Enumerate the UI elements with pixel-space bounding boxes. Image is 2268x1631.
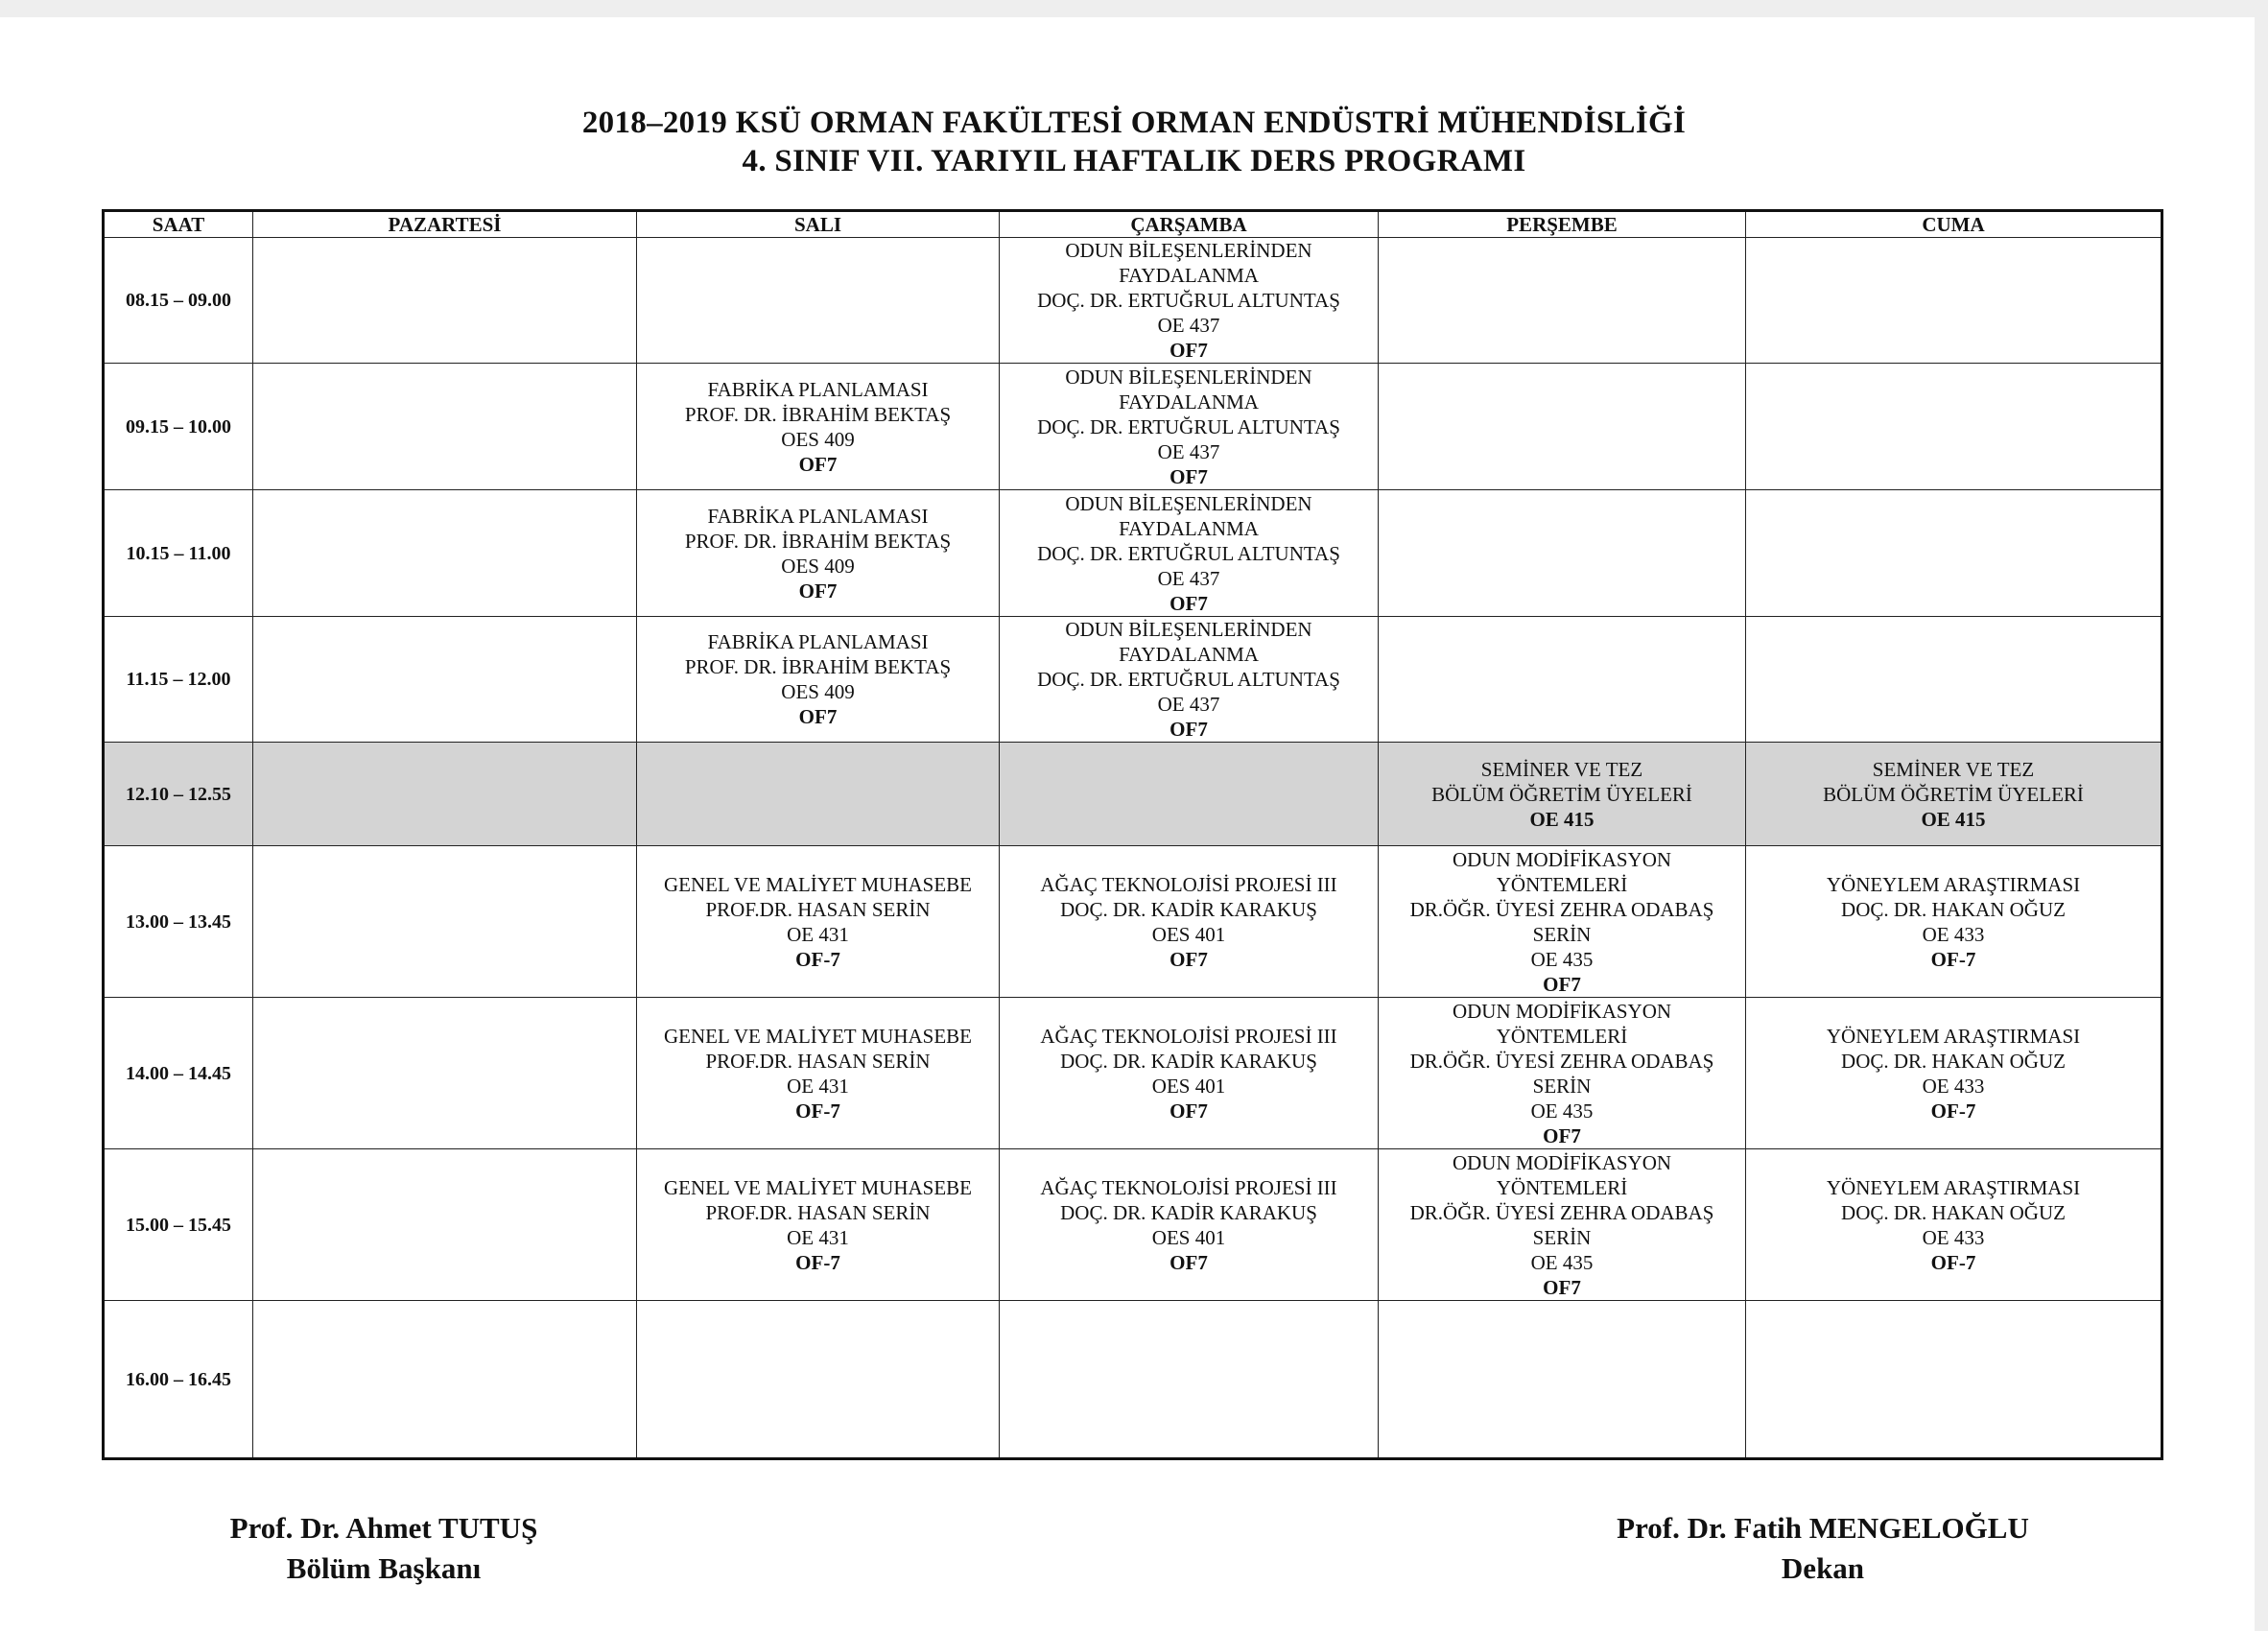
course-cell-line: BÖLÜM ÖĞRETİM ÜYELERİ <box>1431 782 1692 806</box>
course-cell <box>1746 1149 2162 1301</box>
course-cell-line: GENEL VE MALİYET MUHASEBE <box>663 1175 972 1199</box>
course-cell-line: SEMİNER VE TEZ <box>1872 757 2035 781</box>
course-cell-line: YÖNTEMLERİ <box>1496 1175 1628 1199</box>
course-cell-line: OE 437 <box>1157 439 1220 463</box>
course-cell-line: DOÇ. DR. HAKAN OĞUZ <box>1841 1200 2066 1224</box>
course-cell <box>637 490 1000 617</box>
course-cell <box>637 1149 1000 1301</box>
course-cell-line: OF7 <box>798 452 838 476</box>
course-cell-line: OF7 <box>1543 972 1581 996</box>
course-cell-line: DR.ÖĞR. ÜYESİ ZEHRA ODABAŞ <box>1409 897 1714 921</box>
course-cell <box>253 364 637 490</box>
course-cell-line: SERİN <box>1532 1074 1592 1098</box>
course-cell-line: FABRİKA PLANLAMASI <box>707 377 929 401</box>
course-cell-line: FABRİKA PLANLAMASI <box>707 630 929 653</box>
course-cell <box>1000 617 1379 743</box>
course-cell <box>637 1301 1000 1459</box>
course-cell <box>637 998 1000 1149</box>
course-cell <box>1746 1301 2162 1459</box>
course-cell-line: YÖNEYLEM ARAŞTIRMASI <box>1826 1175 2081 1199</box>
course-cell-line: ODUN BİLEŞENLERİNDEN <box>1065 365 1312 389</box>
time-slot-cell: 16.00 – 16.45 <box>104 1301 253 1459</box>
course-cell <box>253 998 637 1149</box>
course-cell-line: GENEL VE MALİYET MUHASEBE <box>663 1024 972 1048</box>
course-cell-line: OES 401 <box>1151 1225 1226 1249</box>
course-cell <box>1746 490 2162 617</box>
course-cell <box>1000 743 1379 846</box>
course-cell-line: ODUN BİLEŞENLERİNDEN <box>1065 618 1312 641</box>
table-row <box>104 617 2162 743</box>
course-cell-line: OF-7 <box>795 947 840 971</box>
course-cell-line: OES 401 <box>1151 922 1226 946</box>
course-cell <box>1000 490 1379 617</box>
course-cell-line: OF-7 <box>795 1099 840 1123</box>
course-cell-line: OE 435 <box>1530 947 1594 971</box>
course-cell <box>637 743 1000 846</box>
course-cell <box>637 238 1000 364</box>
course-cell-line: DOÇ. DR. ERTUĞRUL ALTUNTAŞ <box>1037 414 1340 438</box>
course-cell-line: OF7 <box>798 705 838 728</box>
course-cell-line: PROF.DR. HASAN SERİN <box>705 1049 931 1073</box>
course-cell <box>1379 490 1746 617</box>
course-cell <box>1000 1301 1379 1459</box>
course-cell-line: OE 437 <box>1157 693 1220 716</box>
course-cell <box>1379 617 1746 743</box>
course-cell-line: DOÇ. DR. KADİR KARAKUŞ <box>1060 1049 1317 1073</box>
course-cell-line: FAYDALANMA <box>1119 643 1259 666</box>
course-cell-line: OF7 <box>1169 947 1208 971</box>
course-cell-line: FAYDALANMA <box>1119 390 1259 414</box>
course-cell-line: OF7 <box>1169 591 1208 615</box>
time-slot-cell: 13.00 – 13.45 <box>104 846 253 998</box>
course-cell <box>253 743 637 846</box>
course-cell-line: OF-7 <box>795 1250 840 1274</box>
signature-left-role: Bölüm Başkanı <box>286 1551 482 1585</box>
course-cell-line: DOÇ. DR. ERTUĞRUL ALTUNTAŞ <box>1037 541 1340 565</box>
course-cell <box>1746 998 2162 1149</box>
signature-right-name: Prof. Dr. Fatih MENGELOĞLU <box>1617 1511 2029 1545</box>
course-cell-line: OF7 <box>1169 1250 1208 1274</box>
course-cell <box>637 617 1000 743</box>
header-pazartesi: PAZARTESİ <box>253 211 637 238</box>
course-cell <box>1379 846 1746 998</box>
course-cell-line: PROF. DR. İBRAHİM BEKTAŞ <box>684 402 952 426</box>
schedule-body <box>104 238 2162 1459</box>
course-cell-line: DOÇ. DR. HAKAN OĞUZ <box>1841 1049 2066 1073</box>
table-row <box>104 490 2162 617</box>
course-cell <box>1000 1149 1379 1301</box>
course-cell-line: YÖNTEMLERİ <box>1496 872 1628 896</box>
course-cell-line: ODUN BİLEŞENLERİNDEN <box>1065 239 1312 262</box>
title-line-2: 4. SINIF VII. YARIYIL HAFTALIK DERS PROGRAMI <box>742 144 1526 178</box>
course-cell <box>253 846 637 998</box>
course-cell-line: DOÇ. DR. KADİR KARAKUŞ <box>1060 1200 1317 1224</box>
course-cell-line: OES 409 <box>781 680 855 703</box>
course-cell <box>1379 364 1746 490</box>
course-cell <box>637 846 1000 998</box>
course-cell-line: OF-7 <box>1930 1099 1976 1123</box>
course-cell-line: DOÇ. DR. ERTUĞRUL ALTUNTAŞ <box>1037 289 1340 312</box>
course-cell-line: AĞAÇ TEKNOLOJİSİ PROJESİ III <box>1040 872 1337 896</box>
course-cell-line: OF7 <box>1169 718 1208 741</box>
course-cell-line: DR.ÖĞR. ÜYESİ ZEHRA ODABAŞ <box>1409 1049 1714 1073</box>
course-cell-line: DOÇ. DR. ERTUĞRUL ALTUNTAŞ <box>1037 668 1340 691</box>
course-cell <box>1746 743 2162 846</box>
course-cell-line: DOÇ. DR. KADİR KARAKUŞ <box>1060 897 1317 921</box>
course-cell-line: OF7 <box>1543 1123 1581 1147</box>
course-cell-line: OF7 <box>1543 1275 1581 1299</box>
course-cell <box>1379 998 1746 1149</box>
course-cell-line: OF-7 <box>1930 1250 1976 1274</box>
course-cell-line: OE 433 <box>1922 1074 1985 1098</box>
header-carsamba: ÇARŞAMBA <box>1000 211 1379 238</box>
course-cell-line: PROF.DR. HASAN SERİN <box>705 1200 931 1224</box>
course-cell <box>1000 846 1379 998</box>
signature-left <box>192 1508 576 1589</box>
course-cell <box>1746 364 2162 490</box>
course-cell-line: OF7 <box>1169 1099 1208 1123</box>
course-cell <box>253 1149 637 1301</box>
course-cell <box>253 490 637 617</box>
header-saat: SAAT <box>104 211 253 238</box>
course-cell-line: AĞAÇ TEKNOLOJİSİ PROJESİ III <box>1040 1024 1337 1048</box>
course-cell <box>1379 1301 1746 1459</box>
time-slot-cell: 08.15 – 09.00 <box>104 238 253 364</box>
course-cell <box>253 617 637 743</box>
table-row <box>104 364 2162 490</box>
course-cell-line: OF-7 <box>1930 947 1976 971</box>
table-row <box>104 238 2162 364</box>
course-cell-line: OF7 <box>798 579 838 603</box>
course-cell-line: BÖLÜM ÖĞRETİM ÜYELERİ <box>1823 782 2084 806</box>
course-cell <box>1379 743 1746 846</box>
course-cell-line: OES 409 <box>781 427 855 451</box>
table-row <box>104 1149 2162 1301</box>
course-cell-line: AĞAÇ TEKNOLOJİSİ PROJESİ III <box>1040 1175 1337 1199</box>
course-cell-line: OE 431 <box>787 1074 849 1098</box>
course-cell-line: YÖNTEMLERİ <box>1496 1024 1628 1048</box>
time-slot-cell: 09.15 – 10.00 <box>104 364 253 490</box>
course-cell <box>1746 846 2162 998</box>
course-cell-line: FAYDALANMA <box>1119 264 1259 287</box>
course-cell-line: GENEL VE MALİYET MUHASEBE <box>663 872 972 896</box>
course-cell <box>1379 238 1746 364</box>
header-sali: SALI <box>637 211 1000 238</box>
course-cell-line: PROF.DR. HASAN SERİN <box>705 897 931 921</box>
table-row <box>104 743 2162 846</box>
time-slot-cell: 14.00 – 14.45 <box>104 998 253 1149</box>
course-cell-line: ODUN BİLEŞENLERİNDEN <box>1065 491 1312 515</box>
course-cell <box>1746 617 2162 743</box>
course-cell-line: FAYDALANMA <box>1119 516 1259 540</box>
course-cell-line: OE 431 <box>787 1225 849 1249</box>
course-cell-line: OE 437 <box>1157 314 1220 337</box>
course-cell <box>1000 238 1379 364</box>
course-cell <box>253 238 637 364</box>
course-cell-line: ODUN MODİFİKASYON <box>1452 847 1672 871</box>
course-cell-line: OE 435 <box>1530 1099 1594 1123</box>
course-cell-line: OF7 <box>1169 339 1208 362</box>
course-cell-line: OES 401 <box>1151 1074 1226 1098</box>
time-slot-cell: 11.15 – 12.00 <box>104 617 253 743</box>
time-slot-cell: 10.15 – 11.00 <box>104 490 253 617</box>
title-line-1: 2018–2019 KSÜ ORMAN FAKÜLTESİ ORMAN ENDÜSTRİ MÜHENDİSLİĞİ <box>581 106 1687 140</box>
course-cell-line: SERİN <box>1532 1225 1592 1249</box>
course-cell-line: OE 415 <box>1921 807 1986 831</box>
table-row <box>104 846 2162 998</box>
course-cell-line: OES 409 <box>781 554 855 578</box>
header-cuma: CUMA <box>1746 211 2162 238</box>
header-persembe: PERŞEMBE <box>1379 211 1746 238</box>
signature-left-name: Prof. Dr. Ahmet TUTUŞ <box>229 1511 538 1545</box>
course-cell <box>1379 1149 1746 1301</box>
course-cell-line: SERİN <box>1532 922 1592 946</box>
course-cell <box>637 364 1000 490</box>
course-cell <box>1000 998 1379 1149</box>
course-cell-line: OE 437 <box>1157 566 1220 590</box>
table-row <box>104 1301 2162 1459</box>
document-title <box>0 104 2268 180</box>
header-row <box>104 211 2162 238</box>
schedule-table <box>102 209 2163 1460</box>
time-slot-cell: 15.00 – 15.45 <box>104 1149 253 1301</box>
signature-right-role: Dekan <box>1781 1551 1865 1585</box>
course-cell <box>253 1301 637 1459</box>
course-cell-line: ODUN MODİFİKASYON <box>1452 1150 1672 1174</box>
course-cell <box>1746 238 2162 364</box>
course-cell-line: OE 433 <box>1922 1225 1985 1249</box>
signature-right <box>1573 1508 2072 1589</box>
course-cell-line: PROF. DR. İBRAHİM BEKTAŞ <box>684 529 952 553</box>
course-cell-line: PROF. DR. İBRAHİM BEKTAŞ <box>684 655 952 678</box>
time-slot-cell: 12.10 – 12.55 <box>104 743 253 846</box>
course-cell-line: YÖNEYLEM ARAŞTIRMASI <box>1826 872 2081 896</box>
course-cell-line: OE 431 <box>787 922 849 946</box>
course-cell-line: DR.ÖĞR. ÜYESİ ZEHRA ODABAŞ <box>1409 1200 1714 1224</box>
course-cell-line: OF7 <box>1169 464 1208 488</box>
table-row <box>104 998 2162 1149</box>
course-cell-line: OE 433 <box>1922 922 1985 946</box>
course-cell-line: SEMİNER VE TEZ <box>1480 757 1643 781</box>
course-cell-line: OE 415 <box>1529 807 1595 831</box>
course-cell-line: DOÇ. DR. HAKAN OĞUZ <box>1841 897 2066 921</box>
course-cell-line: YÖNEYLEM ARAŞTIRMASI <box>1826 1024 2081 1048</box>
course-cell <box>1000 364 1379 490</box>
course-cell-line: FABRİKA PLANLAMASI <box>707 504 929 528</box>
course-cell-line: ODUN MODİFİKASYON <box>1452 999 1672 1023</box>
course-cell-line: OE 435 <box>1530 1250 1594 1274</box>
